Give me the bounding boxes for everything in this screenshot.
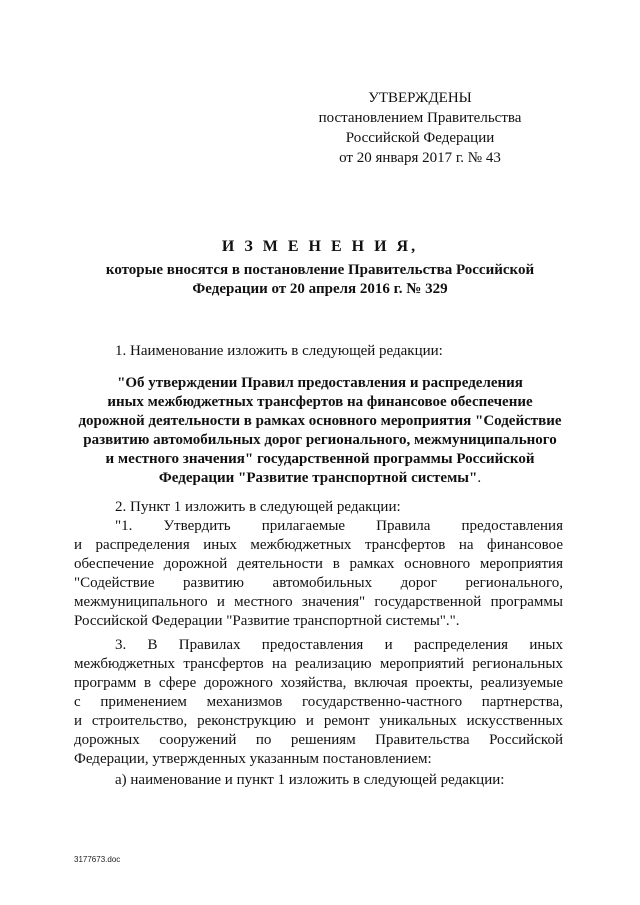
item-2: 2. Пункт 1 изложить в следующей редакции: [115, 499, 401, 515]
approval-date-line: от 20 января 2017 г. № 43 [339, 150, 501, 166]
item-2-line: обеспечение дорожной деятельности в рамках основного мероприятия [74, 556, 563, 572]
item-3-line: межбюджетных трансфертов на реализацию мероприятий региональных [74, 656, 563, 672]
approval-line: Российской Федерации [345, 130, 495, 146]
item-3-line: программ в сфере дорожного хозяйства, включая проекты, реализуемые [74, 675, 563, 691]
new-title-end: . [477, 470, 482, 486]
item-3-line: Федерации, утвержденных указанным постановлением: [74, 751, 432, 767]
approval-line: постановлением Правительства [318, 110, 522, 126]
file-name-footer: 3177673.doc [74, 855, 121, 864]
subtitle-line: Федерации от 20 апреля 2016 г. № 329 [192, 281, 448, 297]
item-2-line: "Содействие развитию автомобильных дорог регионального, [74, 575, 563, 591]
new-title-block [70, 374, 570, 488]
item-2-line: Российской Федерации "Развитие транспортной системы".". [74, 613, 460, 629]
new-title-line: дорожной деятельности в рамках основного мероприятия "Содействие [78, 413, 562, 429]
item-2-line: и распределения иных межбюджетных трансфертов на финансовое [74, 537, 563, 553]
subtitle-line: которые вносятся в постановление Правительства Российской [105, 262, 535, 278]
new-title-line: "Об утверждении Правил предоставления и распределения [117, 375, 523, 391]
item-3-line: дорожных сооружений по решениям Правительства Российской [74, 732, 563, 748]
item-3a: а) наименование и пункт 1 изложить в следующей редакции: [115, 772, 505, 788]
new-title-text: Федерации "Развитие транспортной системы" [158, 470, 478, 486]
approval-heading: УТВЕРЖДЕНЫ [368, 90, 472, 106]
document-subtitle [70, 261, 570, 299]
item-2-text [74, 517, 563, 631]
new-title-line: иных межбюджетных трансфертов на финансовое обеспечение [107, 394, 533, 410]
document-title: И З М Е Н Е Н И Я, [221, 238, 419, 255]
item-3-text [74, 636, 563, 769]
item-3-line: и строительство, реконструкцию и ремонт уникальных искусственных [74, 713, 563, 729]
approval-stamp [300, 88, 540, 168]
item-2-line: "1. Утвердить прилагаемые Правила предоставления [115, 518, 563, 534]
new-title-line: развитию автомобильных дорог регионального, межмуниципального [83, 432, 557, 448]
item-3-line: 3. В Правилах предоставления и распределения иных [115, 637, 563, 653]
item-1: 1. Наименование изложить в следующей редакции: [115, 343, 443, 359]
item-2-line: межмуниципального и местного значения" государственной программы [74, 594, 563, 610]
new-title-line [70, 469, 570, 488]
item-3-line: с применением механизмов государственно-частного партнерства, [74, 694, 563, 710]
new-title-line: и местного значения" государственной программы Российской [105, 451, 535, 467]
